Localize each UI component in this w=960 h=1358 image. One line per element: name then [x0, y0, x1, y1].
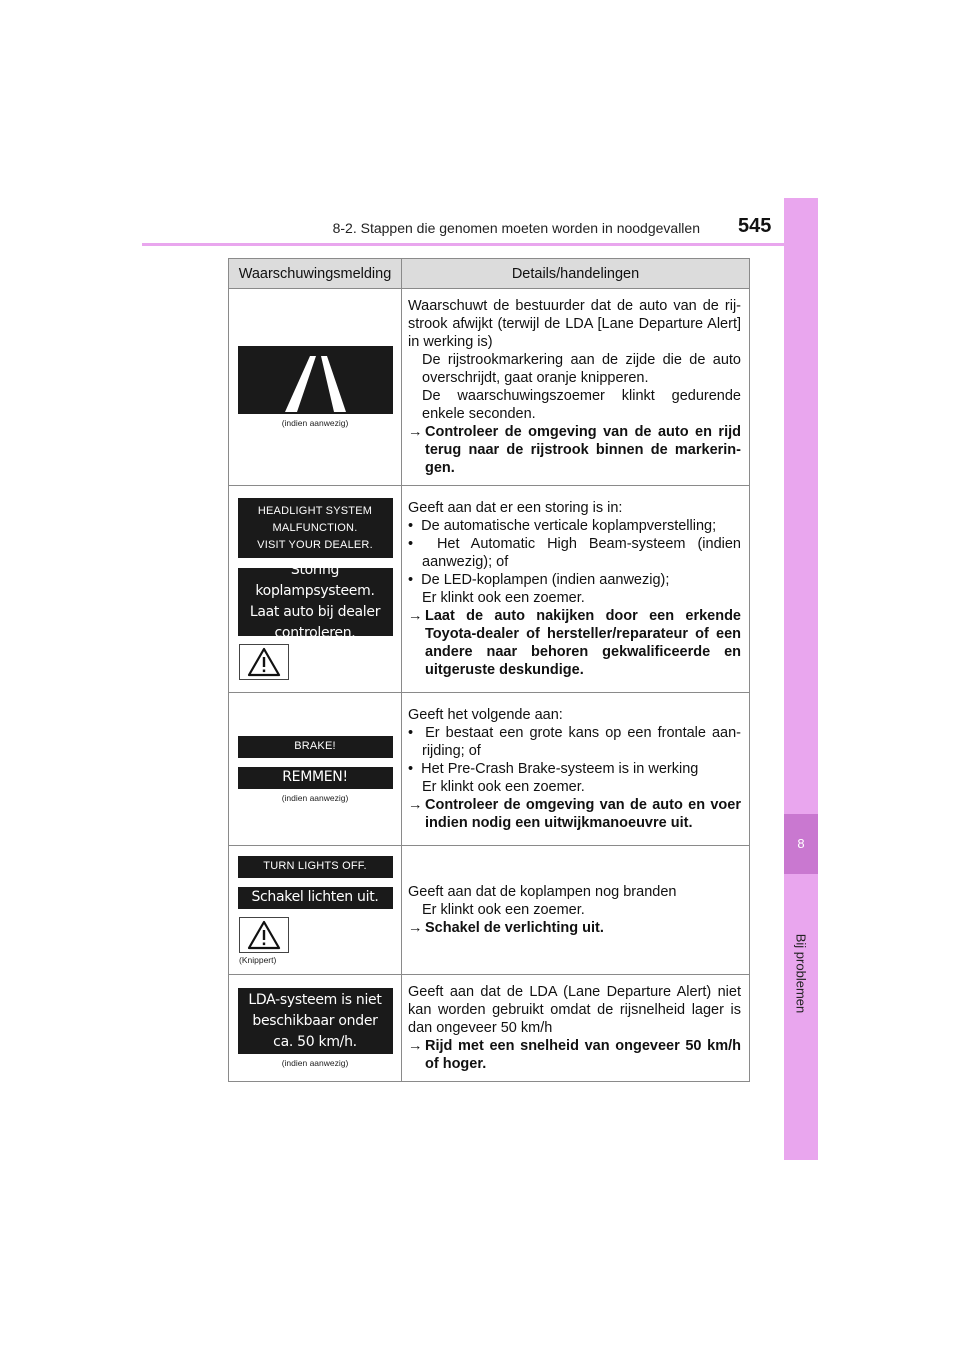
panel-text: Schakel lichten uit.	[251, 889, 379, 905]
message-image-cell	[229, 846, 402, 975]
header-divider	[142, 243, 818, 246]
detail-text: De waarschuwingszoemer klinkt gedurende enkele seconden.	[422, 388, 741, 422]
detail-text: Geeft aan dat de LDA (Lane Departure Alert) niet kan worden gebruikt omdat de rijsnelheid lager is dan ongeveer 50 km/h	[408, 984, 741, 1036]
bullet-item: • De automatische verticale koplampverstelling;	[408, 518, 717, 534]
panel-text: HEADLIGHT SYSTEM	[257, 504, 373, 517]
panel-text: Laat auto bij dealer	[249, 604, 381, 620]
panel-text: TURN LIGHTS OFF.	[263, 860, 367, 872]
chapter-number-tab: 8	[784, 814, 818, 874]
arrow-icon: →	[408, 424, 423, 440]
details-cell	[402, 975, 750, 1082]
panel-text: controleren.	[274, 625, 356, 641]
panel-text: BRAKE!	[294, 740, 336, 752]
message-image-cell	[229, 693, 402, 846]
message-panel-en	[238, 498, 393, 558]
image-note: (indien aanwezig)	[281, 792, 349, 803]
warning-triangle-icon	[247, 647, 281, 677]
message-panel-en	[238, 736, 393, 758]
image-note: (indien aanwezig)	[281, 418, 349, 428]
panel-text: ca. 50 km/h.	[273, 1033, 357, 1050]
table-row	[229, 289, 750, 486]
message-image-cell	[229, 486, 402, 693]
detail-text: Geeft aan dat er een storing is in:	[408, 500, 623, 516]
arrow-icon: →	[408, 797, 423, 813]
detail-text: Waarschuwt de bestuurder dat de auto van de rij-strook afwijkt (terwijl de LDA [Lane Departure Alert] in werking is)	[408, 298, 741, 350]
message-panel-nl	[238, 562, 393, 641]
bullet-item: • De LED-koplampen (indien aanwezig);	[408, 572, 670, 588]
warning-symbol-box	[239, 917, 289, 953]
panel-text: REMMEN!	[282, 769, 348, 785]
action-text: → Rijd met een snelheid van ongeveer 50 km/h of hoger.	[408, 1038, 741, 1072]
action-text: → Controleer de omgeving van de auto en voer indien nodig een uitwijkmanoeuvre uit.	[408, 797, 741, 831]
arrow-icon: →	[408, 608, 423, 624]
lane-departure-display	[238, 346, 393, 414]
table-header-row	[229, 259, 750, 289]
section-title: 8-2. Stappen die genomen moeten worden in noodgevallen	[332, 220, 700, 236]
image-note: (Knippert)	[239, 954, 277, 965]
detail-text: Geeft aan dat de koplampen nog branden	[408, 884, 677, 900]
table-row	[229, 693, 750, 846]
details-cell	[402, 486, 750, 693]
bullet-item: • Het Automatic High Beam-systeem (indien aanwezig); of	[408, 536, 741, 570]
action-text: → Controleer de omgeving van de auto en rijd terug naar de rijstrook binnen de markerin-gen.	[408, 424, 741, 476]
arrow-icon: →	[408, 1038, 423, 1054]
bullet-item: • Er bestaat een grote kans op een frontale aan-rijding; of	[408, 725, 741, 759]
details-cell	[402, 846, 750, 975]
action-text: → Schakel de verlichting uit.	[408, 920, 604, 936]
detail-text: Geeft het volgende aan:	[408, 707, 563, 723]
chapter-label	[784, 918, 818, 1028]
message-panel-nl	[238, 887, 393, 909]
detail-text: De rijstrookmarkering aan de zijde die de auto overschrijdt, gaat oranje knipperen.	[422, 352, 741, 386]
panel-text: VISIT YOUR DEALER.	[257, 538, 373, 551]
bullet-item: • Het Pre-Crash Brake-systeem is in werking	[408, 761, 699, 777]
panel-text: LDA-systeem is niet	[248, 991, 382, 1008]
warning-symbol-box	[239, 644, 289, 680]
action-text: → Laat de auto nakijken door een erkende Toyota-dealer of hersteller/reparateur of een andere naar behoren gekwalificeerde en uitgeruste deskundige.	[408, 608, 741, 678]
warning-message-table	[228, 258, 750, 1082]
details-cell	[402, 693, 750, 846]
message-panel-nl	[238, 988, 393, 1054]
table-row	[229, 846, 750, 975]
details-cell	[402, 289, 750, 486]
col-header-details: Details/handelingen	[402, 259, 750, 289]
message-image-cell	[229, 289, 402, 486]
table-row	[229, 975, 750, 1082]
panel-text: Storing koplampsysteem.	[255, 562, 375, 599]
detail-text: Er klinkt ook een zoemer.	[422, 590, 585, 606]
panel-text: MALFUNCTION.	[272, 521, 358, 534]
chapter-label-text: Bij problemen	[793, 933, 809, 1013]
panel-text: beschikbaar onder	[252, 1012, 378, 1029]
message-panel-nl	[238, 767, 393, 789]
arrow-icon: →	[408, 920, 423, 936]
lane-markings-icon	[238, 346, 393, 414]
page-number: 545	[738, 215, 772, 237]
detail-text: Er klinkt ook een zoemer.	[422, 902, 585, 918]
detail-text: Er klinkt ook een zoemer.	[422, 779, 585, 795]
warning-triangle-icon	[247, 920, 281, 950]
col-header-message: Waarschuwingsmelding	[229, 259, 402, 289]
message-panel-en	[238, 856, 393, 878]
message-image-cell	[229, 975, 402, 1082]
table-row	[229, 486, 750, 693]
image-note: (indien aanwezig)	[281, 1058, 349, 1068]
